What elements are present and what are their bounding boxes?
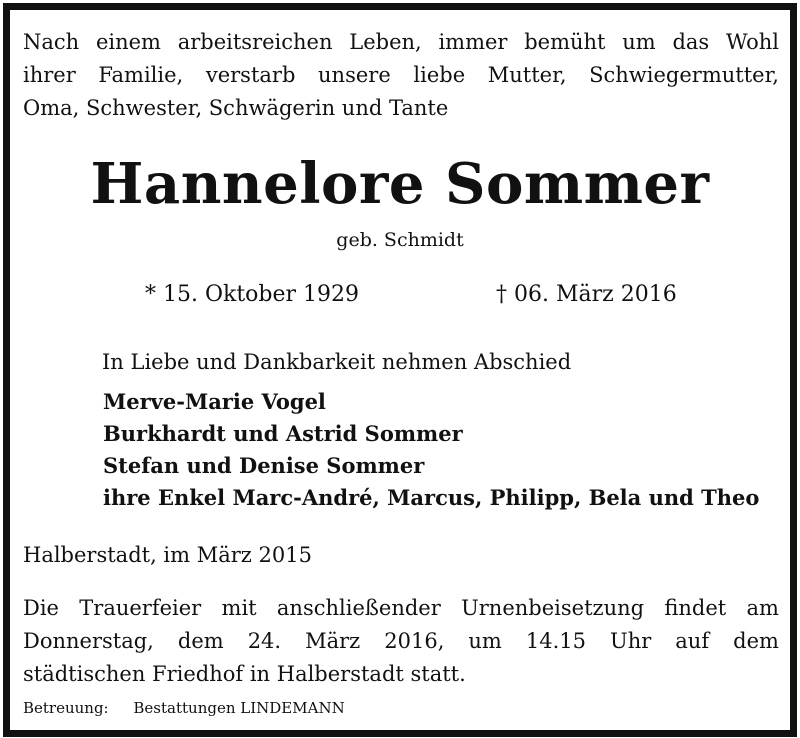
mourners-list [103, 386, 759, 514]
farewell-text: In Liebe und Dankbarkeit nehmen Abschied [102, 350, 572, 374]
word: um [468, 629, 502, 653]
word: immer [438, 30, 508, 54]
deceased-name: Hannelore Sommer [90, 151, 710, 217]
word: das [672, 30, 710, 54]
word: Nach [23, 30, 80, 54]
word: Leben, [349, 30, 422, 54]
intro-text [23, 26, 779, 125]
word: Die [23, 596, 59, 620]
word: einem [95, 30, 161, 54]
word: Familie, [98, 63, 184, 87]
mourner: ihre Enkel Marc-André, Marcus, Philipp, Bela und Theo [103, 485, 760, 510]
ceremony-line-1 [23, 592, 779, 625]
word: 24. [247, 629, 282, 653]
word: Uhr [610, 629, 652, 653]
word: Urnenbeisetzung [461, 596, 645, 620]
word: dem [733, 629, 779, 653]
word: arbeitsreichen [177, 30, 333, 54]
ceremony-line-2 [23, 625, 779, 658]
word: ihrer [23, 63, 76, 87]
service-label: Betreuung: [23, 699, 109, 717]
word: Schwiegermutter, [589, 63, 779, 87]
death-date: † 06. März 2016 [496, 282, 677, 307]
intro-line-3: Oma, Schwester, Schwägerin und Tante [23, 96, 449, 120]
word: anschließender [276, 596, 441, 620]
intro-line-1 [23, 26, 779, 59]
obituary-content [10, 10, 790, 730]
word: bemüht [524, 30, 606, 54]
word: Wohl [725, 30, 779, 54]
word: Donnerstag, [23, 629, 154, 653]
place-and-date: Halberstadt, im März 2015 [23, 543, 312, 567]
birth-name: geb. Schmidt [336, 229, 464, 251]
word: 14.15 [525, 629, 586, 653]
word: verstarb [205, 63, 296, 87]
word: unsere [318, 63, 391, 87]
ceremony-text [23, 592, 779, 691]
word: 2016, [384, 629, 445, 653]
word: dem [177, 629, 224, 653]
obituary-frame [3, 3, 797, 737]
mourner: Burkhardt und Astrid Sommer [103, 421, 463, 446]
word: liebe [413, 63, 466, 87]
word: Trauerfeier [79, 596, 202, 620]
intro-line-2 [23, 59, 779, 92]
word: mit [221, 596, 257, 620]
word: findet [664, 596, 727, 620]
mourner: Merve-Marie Vogel [103, 389, 326, 414]
word: März [305, 629, 361, 653]
funeral-service-credit [23, 697, 345, 719]
ceremony-line-3: städtischen Friedhof in Halberstadt statt. [23, 662, 466, 686]
birth-date: * 15. Oktober 1929 [145, 282, 360, 307]
word: um [622, 30, 656, 54]
service-provider: Bestattungen LINDEMANN [133, 699, 345, 717]
mourner: Stefan und Denise Sommer [103, 453, 425, 478]
word: auf [675, 629, 710, 653]
word: Mutter, [487, 63, 567, 87]
word: am [746, 596, 779, 620]
